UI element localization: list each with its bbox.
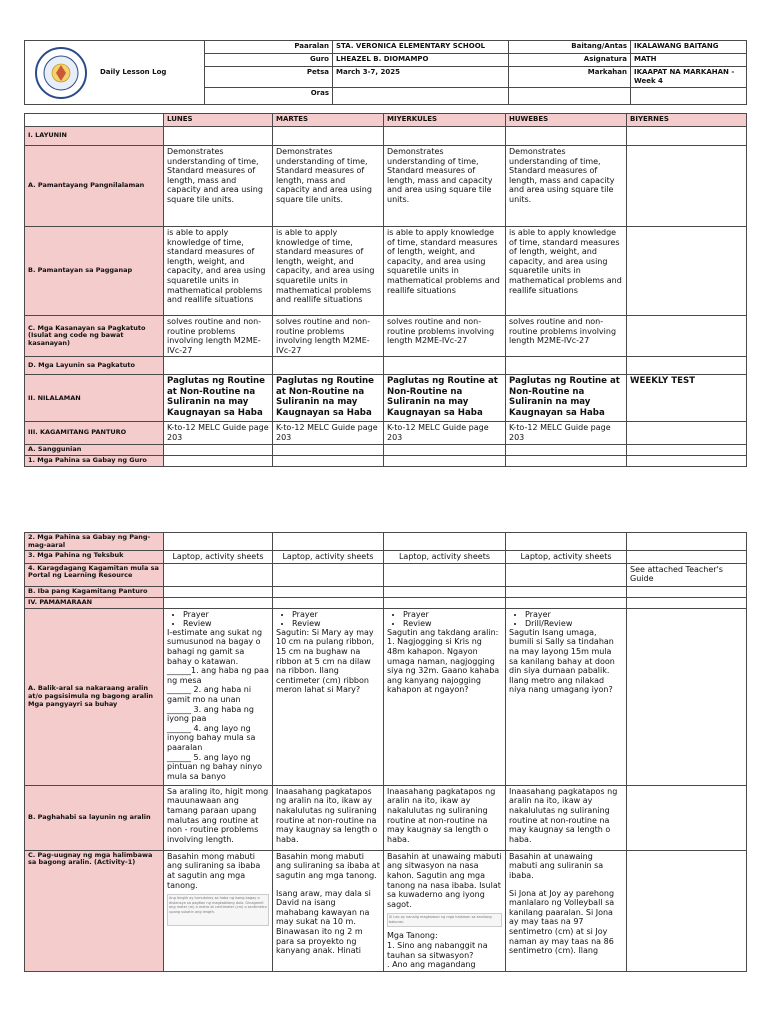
kagamitan-biyernes [627, 422, 747, 444]
pag-uugnay-lunes [164, 850, 273, 971]
row-label-karagdagang-kagamitan: 4. Karagdagang Kagamitan mula sa Portal ng Learning Resource [25, 563, 164, 586]
day-header-blank [25, 114, 164, 127]
pag-uugnay-miyerkules-text-a: Basahin at unawaing mabuti ang sitwasyon na nasa kahon. Sagutin ang mga tanong na nasa ibaba. Isulat sa kuwaderno ang iyong sagot. [387, 851, 502, 909]
pag-uugnay-huwebes-text-b: Si Jona at Joy ay parehong manlalaro ng Volleyball sa kanilang paaralan. Si Jona ay may taas na 97 sentimetro (cm) at si Joy naman ay may taas na 86 sentimetro (cm). Ilang [509, 888, 615, 956]
kagamitan-miyerkules: K-to-12 MELC Guide page 203 [384, 422, 506, 444]
teksbuk-biyernes [627, 551, 747, 564]
row-label-kagamitan: III. KAGAMITANG PANTURO [25, 422, 164, 444]
pag-uugnay-miyerkules-q1: 1. Sino ang nabanggit na tauhan sa sitwasyon? [387, 940, 488, 960]
baitang-label: Baitang/Antas [509, 41, 631, 54]
balik-miyerkules-text: Sagutin ang takdang aralin: 1. Nagjogging si Kris ng 48m kahapon. Ngayon umaga naman, nagjogging siya ng 32m. Gaano kahaba ang kanyang najogging kahapon at ngayon? [387, 627, 500, 695]
row-label-gabay-mag-aaral: 2. Mga Pahina sa Gabay ng Pang-mag-aaral [25, 533, 164, 551]
row-label-sanggunian: A. Sanggunian [25, 444, 164, 455]
row-label-paghahabi: B. Paghahabi sa layunin ng aralin [25, 785, 164, 850]
log-title: Daily Lesson Log [100, 68, 167, 76]
nilalaman-huwebes: Paglutas ng Routine at Non-Routine na Suliranin na may Kaugnayan sa Haba [506, 375, 627, 422]
pag-uugnay-lunes-image: Ang length ay tumutukoy sa haba ng isang bagay o distansya sa pagitan ng magkabilang dulo. Ginagamit ang meter (m) o metro at centimeter (cm) o sentimetro upang sukatin ang length. [167, 894, 269, 926]
petsa-value: March 3-7, 2025 [333, 67, 509, 88]
kagamitan-huwebes: K-to-12 MELC Guide page 203 [506, 422, 627, 444]
paghahabi-martes: Inaasahang pagkatapos ng aralin na ito, ikaw ay nakalulutas ng suliraning routine at non-routine na may kaugnay sa length o haba. [273, 785, 384, 850]
pagganap-miyerkules: is able to apply knowledge of time, standard measures of length, weight, and capacity, and area using squaretile units in mathematical problems and reallife situations [384, 227, 506, 316]
empty-value [631, 88, 747, 105]
balik-miyerkules-bullet-2: • Review [403, 619, 502, 628]
nilalaman-miyerkules: Paglutas ng Routine at Non-Routine na Suliranin na may Kaugnayan sa Haba [384, 375, 506, 422]
kagamitan-martes: K-to-12 MELC Guide page 203 [273, 422, 384, 444]
row-label-pamantayang-pangnilalaman: A. Pamantayang Pangnilalaman [25, 146, 164, 227]
balik-martes-text: Sagutin: Si Mary ay may 10 cm na pulang ribbon, 15 cm na bughaw na ribbon at 5 cm na dilaw na ribbon. Ilang centimeter (cm) ribbon meron lahat si Mary? [276, 627, 375, 695]
layunin-heading: I. LAYUNIN [25, 127, 164, 146]
balik-lunes-text: I-estimate ang sukat ng sumusunod na bagay o bahagi ng gamit sa bahay o katawan. [167, 627, 263, 666]
baitang-value: IKALAWANG BAITANG [631, 41, 747, 54]
pag-uugnay-miyerkules-q2: . Ano ang magandang [387, 960, 476, 970]
guro-label: Guro [205, 54, 333, 67]
markahan-value: IKAAPAT NA MARKAHAN - Week 4 [631, 67, 747, 88]
balik-huwebes-text: Sagutin Isang umaga, bumili si Sally sa tindahan na may layong 15m mula sa kanilang bahay at doon din siya dumaan pabalik. Ilang metro ang nilakad niya nang umagang iyon? [509, 627, 615, 695]
guro-value: LHEAZEL B. DIOMAMPO [333, 54, 509, 67]
teksbuk-miyerkules: Laptop, activity sheets [384, 551, 506, 564]
markahan-label: Markahan [509, 67, 631, 88]
balik-lunes-item-1: ______1. ang haba ng paa ng mesa [167, 666, 269, 685]
balik-martes-bullet-1: • Prayer [292, 610, 380, 619]
kagamitan-lunes: K-to-12 MELC Guide page 203 [164, 422, 273, 444]
balik-martes [273, 608, 384, 785]
day-header-miyerkules: MIYERKULES [384, 114, 506, 127]
school-logo-cell [25, 41, 205, 105]
day-header-lunes: LUNES [164, 114, 273, 127]
balik-miyerkules [384, 608, 506, 785]
day-header-martes: MARTES [273, 114, 384, 127]
oras-label: Oras [205, 88, 333, 105]
balik-lunes-bullet-2: • Review [183, 619, 269, 628]
paaralan-value: STA. VERONICA ELEMENTARY SCHOOL [333, 41, 509, 54]
paghahabi-huwebes: Inaasahang pagkatapos ng aralin na ito, ikaw ay nakalulutas ng suliraning routine at non-routine na may kaugnay sa length o haba. [506, 785, 627, 850]
kasanayan-miyerkules: solves routine and non-routine problems involving length M2ME-IVc-27 [384, 316, 506, 357]
asignatura-label: Asignatura [509, 54, 631, 67]
balik-lunes-item-5: ______ 5. ang layo ng pintuan ng bahay ninyo mula sa banyo [167, 752, 263, 781]
row-label-iba-pang-kagamitan: B. Iba pang Kagamitang Panturo [25, 586, 164, 597]
pangnilalaman-martes: Demonstrates understanding of time, Standard measures of length, mass and capacity and area using square tile units. [273, 146, 384, 227]
oras-value [333, 88, 509, 105]
row-label-layunin-pagkatuto: D. Mga Layunin sa Pagkatuto [25, 357, 164, 375]
day-header-biyernes: BIYERNES [627, 114, 747, 127]
balik-miyerkules-bullet-1: • Prayer [403, 610, 502, 619]
pangnilalaman-huwebes: Demonstrates understanding of time, Standard measures of length, mass and capacity and area using square tile units. [506, 146, 627, 227]
kasanayan-martes: solves routine and non-routine problems involving length M2ME-IVc-27 [273, 316, 384, 357]
pagganap-huwebes: is able to apply knowledge of time, standard measures of length, weight, and capacity, and area using squaretile units in mathematical problems and reallife situations [506, 227, 627, 316]
pag-uugnay-miyerkules-text-b: Mga Tanong: [387, 931, 438, 941]
pag-uugnay-martes [273, 850, 384, 971]
kasanayan-lunes: solves routine and non-routine problems involving length M2ME-IVc-27 [164, 316, 273, 357]
teksbuk-martes: Laptop, activity sheets [273, 551, 384, 564]
pagganap-biyernes [627, 227, 747, 316]
nilalaman-biyernes: WEEKLY TEST [627, 375, 747, 422]
row-label-balik-aral: A. Balik-aral sa nakaraang aralin at/o pagsisimula ng bagong aralin Mga pangyayri sa buhay [25, 608, 164, 785]
balik-huwebes [506, 608, 627, 785]
pangnilalaman-lunes: Demonstrates understanding of time, Standard measures of length, mass and capacity and area using square tile units. [164, 146, 273, 227]
teksbuk-lunes: Laptop, activity sheets [164, 551, 273, 564]
pag-uugnay-martes-text-b: Isang araw, may dala si David na isang mahabang kawayan na may sukat na 10 m. Binawasan ito ng 2 m para sa proyekto ng kanyang anak. Hinati [276, 888, 371, 956]
pag-uugnay-lunes-text: Basahin mong mabuti ang suliraning sa ibaba at sagutin ang mga tanong. [167, 851, 261, 890]
kasanayan-biyernes [627, 316, 747, 357]
pangnilalaman-miyerkules: Demonstrates understanding of time, Standard measures of length, mass and capacity and area using square tile units. [384, 146, 506, 227]
row-label-nilalaman: II. NILALAMAN [25, 375, 164, 422]
balik-lunes-item-4: ______ 4. ang layo ng inyong bahay mula sa paaralan [167, 723, 256, 752]
balik-huwebes-bullet-2: • Drill/Review [525, 619, 623, 628]
empty-label [509, 88, 631, 105]
teksbuk-huwebes: Laptop, activity sheets [506, 551, 627, 564]
paaralan-label: Paaralan [205, 41, 333, 54]
paghahabi-miyerkules: Inaasahang pagkatapos ng aralin na ito, ikaw ay nakalulutas ng suliraning routine at non-routine na may kaugnay sa length o haba. [384, 785, 506, 850]
deped-seal-icon [28, 46, 94, 100]
pagganap-lunes: is able to apply knowledge of time, standard measures of length, weight, and capacity, and area using squaretile units in mathematical problems and reallife situations [164, 227, 273, 316]
balik-huwebes-bullet-1: • Prayer [525, 610, 623, 619]
row-label-pamamaraan: IV. PAMAMARAAN [25, 597, 164, 608]
pag-uugnay-huwebes-text-a: Basahin at unawaing mabuti ang suliranin sa ibaba. [509, 851, 604, 880]
balik-lunes-item-3: ______ 3. ang haba ng iyong paa [167, 704, 254, 724]
nilalaman-lunes: Paglutas ng Routine at Non-Routine na Suliranin na may Kaugnayan sa Haba [164, 375, 273, 422]
pag-uugnay-miyerkules-image: Si Leo ay nanalig magkaroon ng mga halaman sa kanilang bakuran. [387, 913, 502, 927]
pag-uugnay-huwebes [506, 850, 627, 971]
lesson-table-1 [24, 113, 747, 467]
header-table [24, 40, 747, 105]
row-label-pamantayan-pagganap: B. Pamantayan sa Pagganap [25, 227, 164, 316]
day-header-huwebes: HUWEBES [506, 114, 627, 127]
row-label-pag-uugnay: C. Pag-uugnay ng mga halimbawa sa bagong aralin. (Activity-1) [25, 850, 164, 971]
balik-martes-bullet-2: • Review [292, 619, 380, 628]
row-label-gabay-guro: 1. Mga Pahina sa Gabay ng Guro [25, 455, 164, 466]
pagganap-martes: is able to apply knowledge of time, standard measures of length, weight, and capacity, and area using squaretile units in mathematical problems and reallife situations [273, 227, 384, 316]
asignatura-value: MATH [631, 54, 747, 67]
balik-lunes-item-2: ______ 2. ang haba ni gamit mo na unan [167, 685, 252, 704]
lesson-table-2 [24, 532, 747, 972]
pag-uugnay-miyerkules [384, 850, 506, 971]
pangnilalaman-biyernes [627, 146, 747, 227]
karagdagang-biyernes: See attached Teacher's Guide [627, 563, 747, 586]
balik-lunes-bullet-1: • Prayer [183, 610, 269, 619]
nilalaman-martes: Paglutas ng Routine at Non-Routine na Suliranin na may Kaugnayan sa Haba [273, 375, 384, 422]
row-label-teksbuk: 3. Mga Pahina ng Teksbuk [25, 551, 164, 564]
kasanayan-huwebes: solves routine and non-routine problems involving length M2ME-IVc-27 [506, 316, 627, 357]
pag-uugnay-martes-text-a: Basahin mong mabuti ang suliraning sa ibaba at sagutin ang mga tanong. [276, 851, 380, 880]
petsa-label: Petsa [205, 67, 333, 88]
row-label-kasanayan: C. Mga Kasanayan sa Pagkatuto (Isulat ang code ng bawat kasanayan) [25, 316, 164, 357]
paghahabi-lunes: Sa araling ito, higit mong mauunawaan ang tamang paraan upang malutas ang routine at non - routine problems involving length. [164, 785, 273, 850]
balik-lunes [164, 608, 273, 785]
